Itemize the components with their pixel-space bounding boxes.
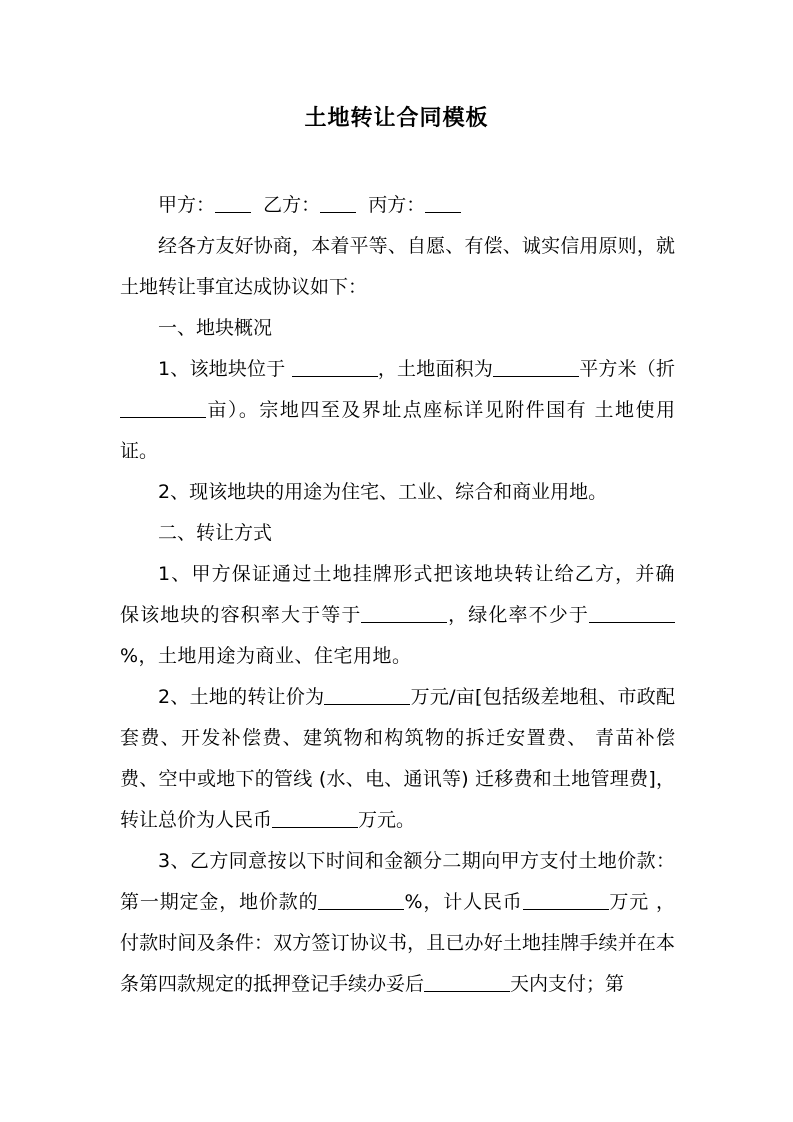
section2-item2-text-3: 万元。 <box>358 809 416 831</box>
section2-item3-text-1: 3、乙方同意按以下时间和金额分二期向甲方支付土地价款：第一期定金，地价款的 <box>120 850 675 913</box>
section2-item1 <box>120 554 675 677</box>
section1-item1-text-1: 1、该地块位于 <box>158 358 292 380</box>
document-body <box>120 185 675 1005</box>
party-b-label: 乙方： <box>263 194 321 216</box>
party-b-blank <box>320 193 356 213</box>
section2-item3-text-2: %，计人民币 <box>404 891 523 913</box>
payment-days-blank <box>424 972 510 992</box>
section2-item3-text-3: 万元 ，付款时间及条件：双方签订协议书，且已办好土地挂牌手续并在本条第四款规定的抵押登记手续办妥后 <box>120 891 675 995</box>
section2-item2 <box>120 677 675 841</box>
section2-item1-text-1: 1、甲方保证通过土地挂牌形式把该地块转让给乙方，并确保该地块的容积率大于等于 <box>120 563 675 626</box>
section2-heading: 二、转让方式 <box>158 522 273 544</box>
intro-paragraph: 经各方友好协商，本着平等、自愿、有偿、诚实信用原则，就土地转让事宜达成协议如下： <box>120 235 675 298</box>
section1-item1-text-2: ，土地面积为 <box>377 358 494 380</box>
section2-item2-text-1: 2、土地的转让价为 <box>158 686 325 708</box>
section1-item1-text-3: 平方米（折 <box>579 358 675 380</box>
section2-item3 <box>120 841 675 1005</box>
party-a-blank <box>215 193 251 213</box>
section1-item2: 2、现该地块的用途为住宅、工业、综合和商业用地。 <box>158 481 608 503</box>
plot-ratio-blank <box>361 603 447 623</box>
section1-item1 <box>120 349 675 472</box>
party-a-label: 甲方： <box>158 194 216 216</box>
party-c-blank <box>425 193 461 213</box>
mu-blank <box>120 398 206 418</box>
section1-heading: 一、地块概况 <box>158 317 273 339</box>
party-c-label: 丙方： <box>368 194 426 216</box>
section2-item2-text-2: 万元/亩[包括级差地租、市政配套费、开发补偿费、建筑物和构筑物的拆迁安置费、 青苗补偿费、空中或地下的管线 (水、电、通讯等) 迁移费和土地管理费]，转让总价为人民币 <box>120 686 675 831</box>
section2-item3-text-4: 天内支付；第 <box>510 973 625 995</box>
price-per-mu-blank <box>324 685 410 705</box>
area-blank <box>493 357 579 377</box>
green-rate-blank <box>589 603 675 623</box>
section2-item1-text-2: ，绿化率不少于 <box>447 604 589 626</box>
deposit-amount-blank <box>523 890 609 910</box>
section2-item1-text-3: %，土地用途为商业、住宅用地。 <box>120 645 412 667</box>
parties-line <box>120 185 675 226</box>
document-title: 土地转让合同模板 <box>304 106 489 131</box>
total-price-blank <box>272 808 358 828</box>
section1-item1-text-4: 亩）。宗地四至及界址点座标详见附件国有 土地使用证。 <box>120 399 675 462</box>
location-blank <box>292 357 378 377</box>
deposit-percent-blank <box>318 890 404 910</box>
